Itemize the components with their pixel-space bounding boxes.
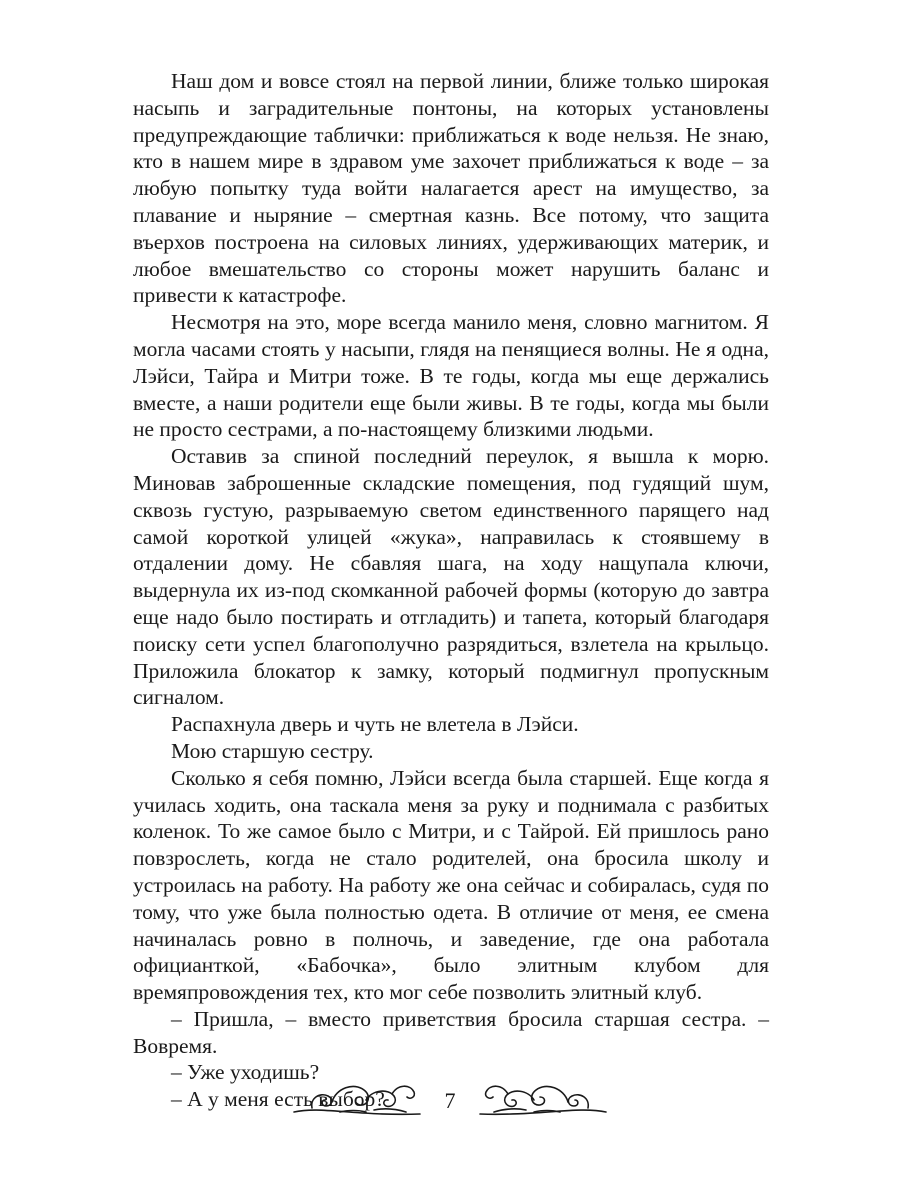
dialogue-line: – А у меня есть выбор?: [171, 1087, 385, 1112]
wave-ornament-icon: [478, 1072, 608, 1122]
page-footer: [0, 1068, 900, 1128]
paragraph: Наш дом и вовсе стоял на первой линии, ближе только широкая насыпь и заградительные понтоны, на которых установлены предупреждающие таблички: приближаться к воде нельзя. Не знаю, кто в нашем мире в здравом уме захочет приближаться к воде – за любую попытку туда войти налагается арест на имущество, за плавание и ныряние – смертная казнь. Все потому, что защита въерхов построена на силовых линиях, удерживающих материк, и любое вмешательство со стороны может нарушить баланс и привести к катастрофе.: [133, 69, 769, 308]
paragraph: Распахнула дверь и чуть не влетела в Лэйси.: [171, 712, 579, 737]
paragraph: Оставив за спиной последний переулок, я вышла к морю. Миновав заброшенные складские помещения, под гудящий шум, сквозь густую, разрываемую светом единственного парящего над самой короткой улицей «жука», направилась к стоявшему в отдалении дому. Не сбавляя шага, на ходу нащупала ключи, выдернула их из-под скомканной рабочей формы (которую до завтра еще надо было постирать и отгладить) и тапета, который благодаря поиску сети успел благополучно разрядиться, взлетела на крыльцо. Приложила блокатор к замку, который подмигнул пропускным сигналом.: [133, 444, 769, 710]
paragraph: Сколько я себя помню, Лэйси всегда была старшей. Еще когда я училась ходить, она таскала меня за руку и поднимала с разбитых коленок. То же самое было с Митри, и с Тайрой. Ей пришлось рано повзрослеть, когда не стало родителей, она бросила школу и устроилась на работу. На работу же она сейчас и собиралась, судя по тому, что уже была полностью одета. В отличие от меня, ее смена начиналась ровно в полночь, и заведение, где она работала официанткой, «Бабочка», было элитным клубом для времяпровождения тех, кто мог себе позволить элитный клуб.: [133, 765, 769, 1005]
dialogue-line: – Уже уходишь?: [171, 1060, 320, 1085]
wave-ornament-icon: [292, 1072, 422, 1122]
dialogue-line: – Пришла, – вместо приветствия бросила старшая сестра. – Вовремя.: [133, 1006, 769, 1058]
paragraph: Мою старшую сестру.: [171, 738, 374, 763]
body-text: [133, 68, 769, 1113]
page-number: 7: [444, 1088, 456, 1113]
paragraph: Несмотря на это, море всегда манило меня, словно магнитом. Я могла часами стоять у насыпи, глядя на пенящиеся волны. Не я одна, Лэйси, Тайра и Митри тоже. В те годы, когда мы еще держались вместе, а наши родители еще были живы. В те годы, когда мы были не просто сестрами, а по-настоящему близкими людьми.: [133, 310, 769, 442]
